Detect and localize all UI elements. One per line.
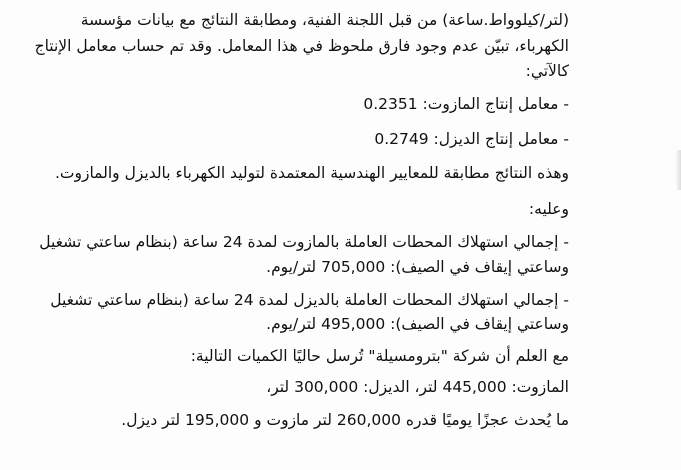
paragraph-line: كالآتي:	[525, 62, 569, 80]
diesel-coefficient: - معامل إنتاج الديزل: 0.2749	[374, 130, 569, 148]
mazout-coefficient: - معامل إنتاج المازوت: 0.2351	[363, 95, 569, 113]
paragraph-line: وهذه النتائج مطابقة للمعايير الهندسية المعتمدة لتوليد الكهرباء بالديزل والمازوت.	[54, 164, 569, 182]
supplied-quantities: المازوت: 445,000 لتر، الديزل: 300,000 لتر،	[266, 378, 569, 396]
paragraph-line: (لتر/كيلوواط.ساعة) من قبل اللجنة الفنية، ومطابقة النتائج مع بيانات مؤسسة	[80, 11, 569, 29]
paragraph-line: مع العلم أن شركة "بترومسيلة" تُرسل حاليًا الكميات التالية:	[190, 347, 569, 365]
diesel-consumption-value: وساعتي إيقاف في الصيف): 495,000 لتر/يوم.	[266, 315, 569, 333]
paragraph-line: الكهرباء، تبيّن عدم وجود فارق ملحوظ في هذا المعامل. وقد تم حساب معامل الإنتاج	[34, 37, 569, 55]
daily-deficit: ما يُحدث عجزًا يوميًا قدره 260,000 لتر مازوت و 195,000 لتر ديزل.	[121, 411, 569, 429]
mazout-consumption-value: وساعتي إيقاف في الصيف): 705,000 لتر/يوم.	[266, 258, 569, 276]
paragraph-line: وعليه:	[528, 200, 569, 218]
scan-edge	[675, 150, 681, 190]
diesel-consumption-line: - إجمالي استهلاك المحطات العاملة بالديزل لمدة 24 ساعة (بنظام ساعتي تشغيل	[50, 291, 569, 309]
mazout-consumption-line: - إجمالي استهلاك المحطات العاملة بالمازوت لمدة 24 ساعة (بنظام ساعتي تشغيل	[39, 233, 569, 251]
